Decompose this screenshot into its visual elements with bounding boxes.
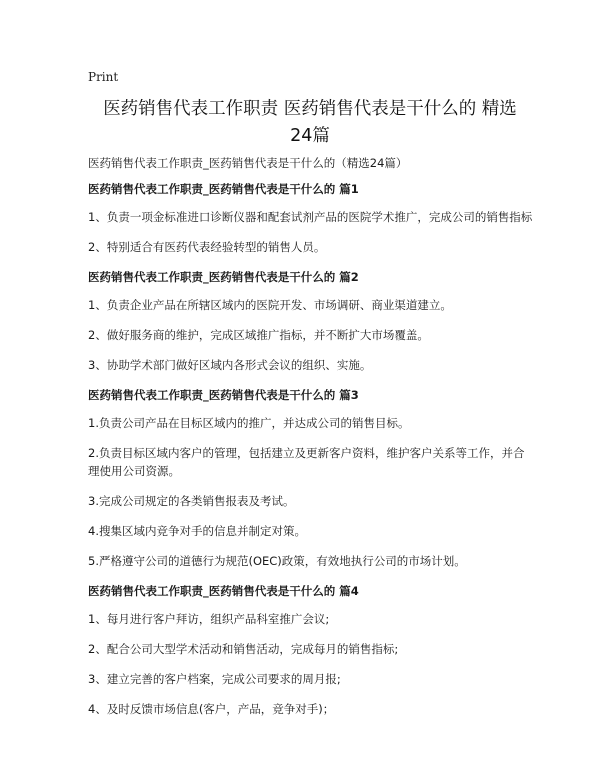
list-item: 5.严格遵守公司的道德行为规范(OEC)政策，有效地执行公司的市场计划。 xyxy=(88,554,466,568)
print-label: Print xyxy=(88,70,119,84)
list-item: 2、做好服务商的维护，完成区域推广指标，并不断扩大市场覆盖。 xyxy=(88,328,429,342)
list-item: 2、配合公司大型学术活动和销售活动，完成每月的销售指标; xyxy=(88,642,399,656)
document-body xyxy=(88,154,534,730)
list-item: 1、每月进行客户拜访，组织产品科室推广会议; xyxy=(88,612,330,626)
list-item: 3、协助学术部门做好区域内各形式会议的组织、实施。 xyxy=(88,358,372,372)
list-item: 3、建立完善的客户档案，完成公司要求的周月报; xyxy=(88,672,341,686)
document-title-line1: 医药销售代表工作职责 医药销售代表是干什么的 精选 xyxy=(103,99,517,119)
list-item: 4、及时反馈市场信息(客户，产品，竞争对手)； xyxy=(88,702,335,716)
intro-paragraph: 医药销售代表工作职责_医药销售代表是干什么的（精选24篇） xyxy=(88,156,408,170)
list-item: 2.负责目标区域内客户的管理，包括建立及更新客户资料，维护客户关系等工作，并合理使用公司资源。 xyxy=(88,446,525,478)
section-heading: 医药销售代表工作职责_医药销售代表是干什么的 篇3 xyxy=(88,388,359,402)
list-item: 4.搜集区域内竞争对手的信息并制定对策。 xyxy=(88,524,306,538)
section-heading: 医药销售代表工作职责_医药销售代表是干什么的 篇1 xyxy=(88,182,359,196)
list-item: 1、负责一项金标准进口诊断仪器和配套试剂产品的医院学术推广，完成公司的销售指标 xyxy=(88,210,533,224)
section-heading: 医药销售代表工作职责_医药销售代表是干什么的 篇4 xyxy=(88,584,359,598)
list-item: 1、负责企业产品在所辖区域内的医院开发、市场调研、商业渠道建立。 xyxy=(88,298,452,312)
section-2 xyxy=(88,268,534,374)
list-item: 3.完成公司规定的各类销售报表及考试。 xyxy=(88,494,295,508)
section-4 xyxy=(88,582,534,718)
section-heading: 医药销售代表工作职责_医药销售代表是干什么的 篇2 xyxy=(88,270,359,284)
document-title-line2: 24篇 xyxy=(290,126,330,146)
list-item: 1.负责公司产品在目标区域内的推广，并达成公司的销售目标。 xyxy=(88,416,410,430)
section-1 xyxy=(88,180,534,256)
list-item: 2、特别适合有医药代表经验转型的销售人员。 xyxy=(88,240,326,254)
section-3 xyxy=(88,386,534,570)
document-title xyxy=(60,96,560,150)
